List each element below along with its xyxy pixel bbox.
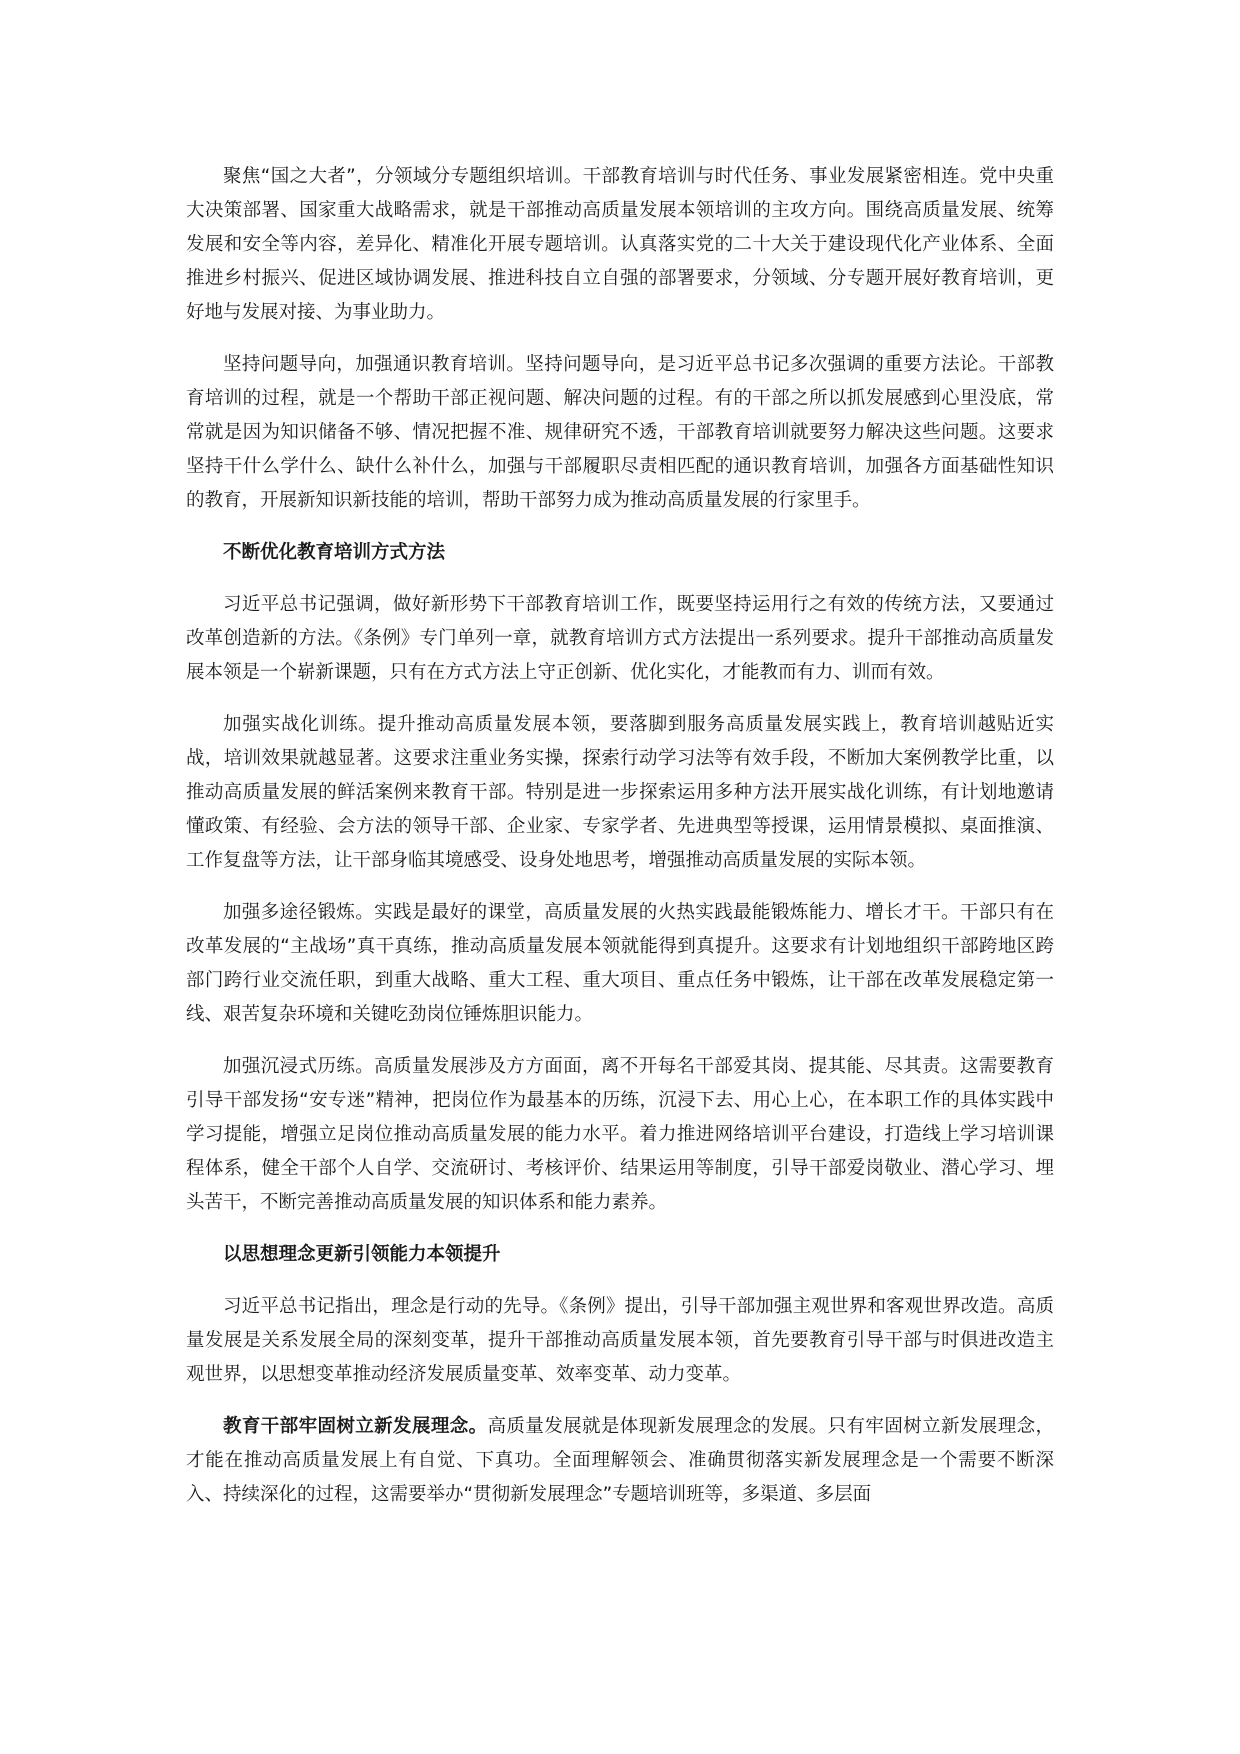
section-heading-2: 以思想理念更新引领能力本领提升 xyxy=(223,1244,501,1265)
paragraph-5 xyxy=(186,896,1054,1032)
paragraph-1 xyxy=(186,160,1054,330)
paragraph-3 xyxy=(186,588,1054,690)
paragraph-6 xyxy=(186,1050,1054,1220)
paragraph-text: 聚焦“国之大者”，分领域分专题组织培训。干部教育培训与时代任务、事业发展紧密相连。党中央重大决策部署、国家重大战略需求，就是干部推动高质量发展本领培训的主攻方向。围绕高质量发展、统筹发展和安全等内容，差异化、精准化开展专题培训。认真落实党的二十大关于建设现代化产业体系、全面推进乡村振兴、促进区域协调发展、推进科技自立自强的部署要求，分领域、分专题开展好教育培训，更好地与发展对接、为事业助力。 xyxy=(186,166,1054,323)
paragraph-text: 加强实战化训练。提升推动高质量发展本领，要落脚到服务高质量发展实践上，教育培训越贴近实战，培训效果就越显著。这要求注重业务实操，探索行动学习法等有效手段，不断加大案例教学比重，以推动高质量发展的鲜活案例来教育干部。特别是进一步探索运用多种方法开展实战化训练，有计划地邀请懂政策、有经验、会方法的领导干部、企业家、专家学者、先进典型等授课，运用情景模拟、桌面推演、工作复盘等方法，让干部身临其境感受、设身处地思考，增强推动高质量发展的实际本领。 xyxy=(186,714,1054,871)
paragraph-text: 加强多途径锻炼。实践是最好的课堂，高质量发展的火热实践最能锻炼能力、增长才干。干部只有在改革发展的“主战场”真干真练，推动高质量发展本领就能得到真提升。这要求有计划地组织干部跨地区跨部门跨行业交流任职，到重大战略、重大工程、重大项目、重点任务中锻炼，让干部在改革发展稳定第一线、艰苦复杂环境和关键吃劲岗位锤炼胆识能力。 xyxy=(186,902,1054,1025)
paragraph-text: 习近平总书记强调，做好新形势下干部教育培训工作，既要坚持运用行之有效的传统方法，又要通过改革创造新的方法。《条例》专门单列一章，就教育培训方式方法提出一系列要求。提升干部推动高质量发展本领是一个崭新课题，只有在方式方法上守正创新、优化实化，才能教而有力、训而有效。 xyxy=(186,594,1054,683)
paragraph-lead-bold: 教育干部牢固树立新发展理念。 xyxy=(223,1416,488,1437)
paragraph-text: 习近平总书记指出，理念是行动的先导。《条例》提出，引导干部加强主观世界和客观世界改造。高质量发展是关系发展全局的深刻变革，提升干部推动高质量发展本领，首先要教育引导干部与时俱进改造主观世界，以思想变革推动经济发展质量变革、效率变革、动力变革。 xyxy=(186,1296,1054,1385)
paragraph-7 xyxy=(186,1290,1054,1392)
paragraph-text: 加强沉浸式历练。高质量发展涉及方方面面，离不开每名干部爱其岗、提其能、尽其责。这需要教育引导干部发扬“安专迷”精神，把岗位作为最基本的历练，沉浸下去、用心上心，在本职工作的具体实践中学习提能，增强立足岗位推动高质量发展的能力水平。着力推进网络培训平台建设，打造线上学习培训课程体系，健全干部个人自学、交流研讨、考核评价、结果运用等制度，引导干部爱岗敬业、潜心学习、埋头苦干，不断完善推动高质量发展的知识体系和能力素养。 xyxy=(186,1056,1054,1213)
paragraph-4 xyxy=(186,708,1054,878)
document-page xyxy=(186,160,1054,1530)
section-heading-1: 不断优化教育培训方式方法 xyxy=(223,542,446,563)
paragraph-text: 坚持问题导向，加强通识教育培训。坚持问题导向，是习近平总书记多次强调的重要方法论。干部教育培训的过程，就是一个帮助干部正视问题、解决问题的过程。有的干部之所以抓发展感到心里没底，常常就是因为知识储备不够、情况把握不准、规律研究不透，干部教育培训就要努力解决这些问题。这要求坚持干什么学什么、缺什么补什么，加强与干部履职尽责相匹配的通识教育培训，加强各方面基础性知识的教育，开展新知识新技能的培训，帮助干部努力成为推动高质量发展的行家里手。 xyxy=(186,354,1054,511)
paragraph-text: 高质量发展就是体现新发展理念的发展。只有牢固树立新发展理念，才能在推动高质量发展上有自觉、下真功。全面理解领会、准确贯彻落实新发展理念是一个需要不断深入、持续深化的过程，这需要举办“贯彻新发展理念”专题培训班等，多渠道、多层面 xyxy=(186,1416,1054,1505)
paragraph-2 xyxy=(186,348,1054,518)
paragraph-8 xyxy=(186,1410,1054,1512)
